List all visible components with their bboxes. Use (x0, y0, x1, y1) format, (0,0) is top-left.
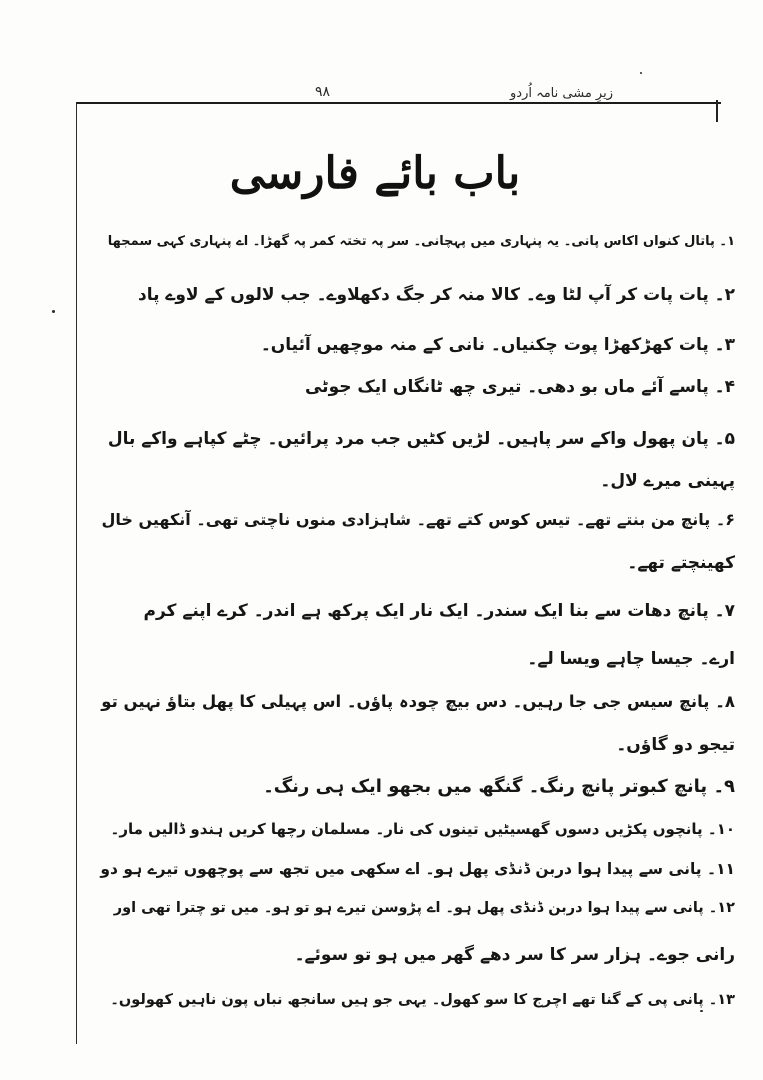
frame-corner (716, 100, 718, 122)
running-header: زیرِ مشی نامہ اُردو (510, 86, 613, 101)
scan-speck (640, 72, 642, 74)
riddle-line: ۲۔ پات پات کر آپ لٹا وے۔ کالا منہ کر جگ دکھلاوے۔ جب لالوں کے لاوے پاد (138, 285, 735, 305)
riddle-line: ۶۔ پانچ من بنتے تھے۔ تیس کوس کتے تھے۔ شاہزادی منوں ناچتی تھی۔ آنکھیں خال (101, 510, 735, 529)
riddle-line: ۵۔ پان پھول واکے سر پاہیں۔ لڑیں کٹیں جب مرد پرائیں۔ چٹے کپاہے واکے بال (107, 429, 735, 449)
riddle-line-continued: تیجو دو گاؤں۔ (616, 735, 735, 755)
riddle-line-continued: ارے۔ جیسا چاہے ویسا لے۔ (527, 649, 735, 669)
riddle-line: ۸۔ پانچ سیس جی جا رہیں۔ دس بیچ چودہ پاؤں۔ اس پہیلی کا پھل بتاؤ نہیں تو (101, 692, 735, 711)
riddle-line: ۳۔ پات کھڑکھڑا پوت چکنیاں۔ نانی کے منہ موچھیں آئیاں۔ (260, 335, 735, 355)
chapter-title: باب بائے فارسی (229, 148, 521, 199)
scan-speck (52, 310, 55, 313)
riddle-line-continued: پہینی میرے لال۔ (600, 471, 735, 491)
riddle-line-continued: کھینچتے تھے۔ (627, 553, 735, 573)
riddle-line: ۱۰۔ پانچوں پکڑیں دسوں گھسیٹیں تینوں کی نار۔ مسلمان رچھا کریں ہندو ڈالیں مار۔ (110, 820, 735, 838)
riddle-line: ۱۳۔ پانی پی کے گنا تھے اچرج کا سو کھول۔ یہی جو ہیں سانجھ نباں پون ناہیں کھولوں۔ (110, 992, 735, 1008)
riddle-line: ۱۱۔ پانی سے پیدا ہوا دربن ڈنڈی پھل ہو۔ اے سکھی میں تجھ سے پوچھوں تیرے ہو دو (100, 860, 735, 878)
riddle-line: ۱۔ پاتال کنواں اکاس پانی۔ یہ پنہاری میں پہچانی۔ سر پہ تختہ کمر پہ گھڑا۔ اے پنہاری کہی سمجھا (107, 234, 735, 249)
riddle-line: ۱۲۔ پانی سے پیدا ہوا دربن ڈنڈی پھل ہو۔ اے پڑوسن تیرے ہو تو ہو۔ میں تو چترا تھی اور (113, 900, 735, 916)
page-number: ۹۸ (315, 84, 331, 100)
riddle-line: ۷۔ پانچ دھات سے بنا ایک سندر۔ ایک نار ایک پرکھ ہے اندر۔ کرے اپنے کرم (143, 601, 735, 621)
riddle-line-continued: رانی جوے۔ ہزار سر کا سر دھے گھر میں ہو تو سوئے۔ (294, 945, 735, 965)
riddle-line: ۹۔ پانچ کبوتر پانچ رنگ۔ گنگھ میں بجھو ایک ہی رنگ۔ (263, 776, 735, 797)
riddle-line: ۴۔ پاسے آئے ماں بو دھی۔ تیری چھ ٹانگاں ایک جوٹی (304, 377, 735, 397)
